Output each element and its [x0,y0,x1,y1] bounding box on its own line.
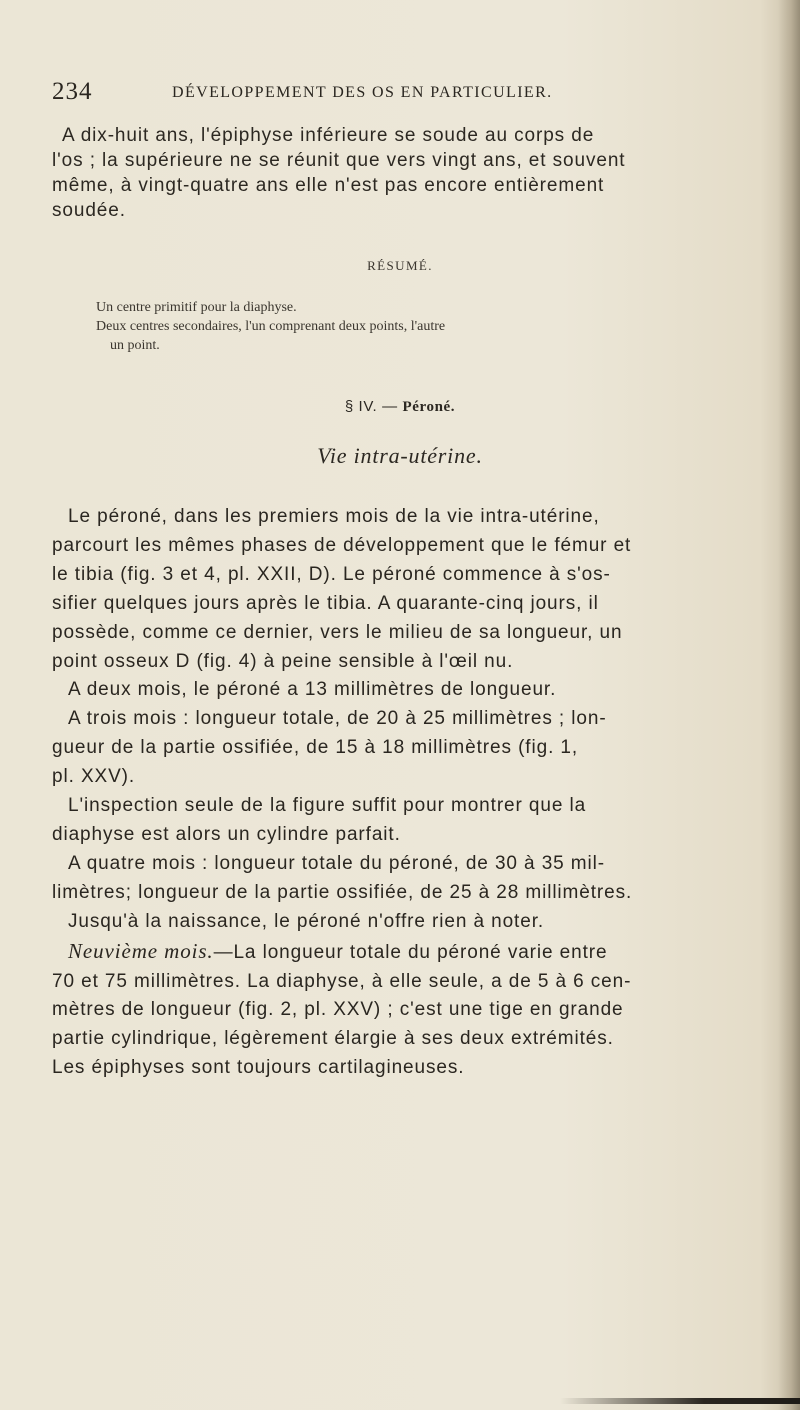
body-line-rest: —La longueur totale du péroné varie entre [213,941,608,963]
resume-title: RÉSUMÉ. [367,258,433,273]
body-line: sifier quelques jours après le tibia. A quarante-cinq jours, il [52,592,599,614]
page-edge-shadow [778,0,800,1410]
resume-line: Un centre primitif pour la diaphyse. [96,300,297,315]
body-line: partie cylindrique, légèrement élargie à ses deux extrémités. [52,1028,614,1050]
body-line: possède, comme ce dernier, vers le milieu de sa longueur, un [52,621,623,643]
body-line: pl. XXV). [52,766,136,788]
section-name: Péroné. [402,399,456,415]
body-line: A deux mois, le péroné a 13 millimètres de longueur. [68,679,557,701]
body-line: A trois mois : longueur totale, de 20 à 25 millimètres ; lon- [68,708,607,730]
body-line: L'inspection seule de la figure suffit pour montrer que la [68,795,587,817]
body-line-with-lead [52,937,770,968]
body-line: gueur de la partie ossifiée, de 15 à 18 millimètres (fig. 1, [52,737,579,759]
intro-line: l'os ; la supérieure ne se réunit que vers vingt ans, et souvent [52,150,626,171]
intro-paragraph [52,123,764,223]
body-line: point osseux D (fig. 4) à peine sensible à l'œil nu. [52,650,514,672]
subsection-title: Vie intra-utérine. [317,443,483,468]
page-number: 234 [52,78,93,105]
section-heading [0,398,800,416]
body-line: Les épiphyses sont toujours cartilagineuses. [52,1057,465,1079]
body-line: 70 et 75 millimètres. La diaphyse, à elle seule, a de 5 à 6 cen- [52,970,632,992]
section-number: § IV. — [344,398,398,415]
page-header [52,78,752,108]
body-line: limètres; longueur de la partie ossifiée, de 25 à 28 millimètres. [52,881,633,903]
body-line: Le péroné, dans les premiers mois de la vie intra-utérine, [68,506,600,527]
body-text [52,503,770,1083]
body-line: le tibia (fig. 3 et 4, pl. XXII, D). Le péroné commence à s'os- [52,563,611,585]
intro-line: même, à vingt-quatre ans elle n'est pas encore entièrement [52,175,605,196]
resume-line: un point. [110,338,160,353]
page-bottom-edge [560,1398,800,1404]
intro-line: soudée. [52,200,126,221]
body-line: A quatre mois : longueur totale du péroné, de 30 à 35 mil- [68,852,606,874]
body-line: diaphyse est alors un cylindre parfait. [52,823,401,845]
running-head: DÉVELOPPEMENT DES OS EN PARTICULIER. [172,84,553,101]
resume-block [96,298,716,355]
resume-line: Deux centres secondaires, l'un comprenant deux points, l'autre [96,319,446,334]
italic-lead: Neuvième mois. [68,938,214,963]
intro-line: A dix-huit ans, l'épiphyse inférieure se soude au corps de [62,125,595,146]
body-line: Jusqu'à la naissance, le péroné n'offre rien à noter. [68,910,545,932]
body-line: parcourt les mêmes phases de développement que le fémur et [52,534,632,556]
body-line: mètres de longueur (fig. 2, pl. XXV) ; c'est une tige en grande [52,999,624,1021]
